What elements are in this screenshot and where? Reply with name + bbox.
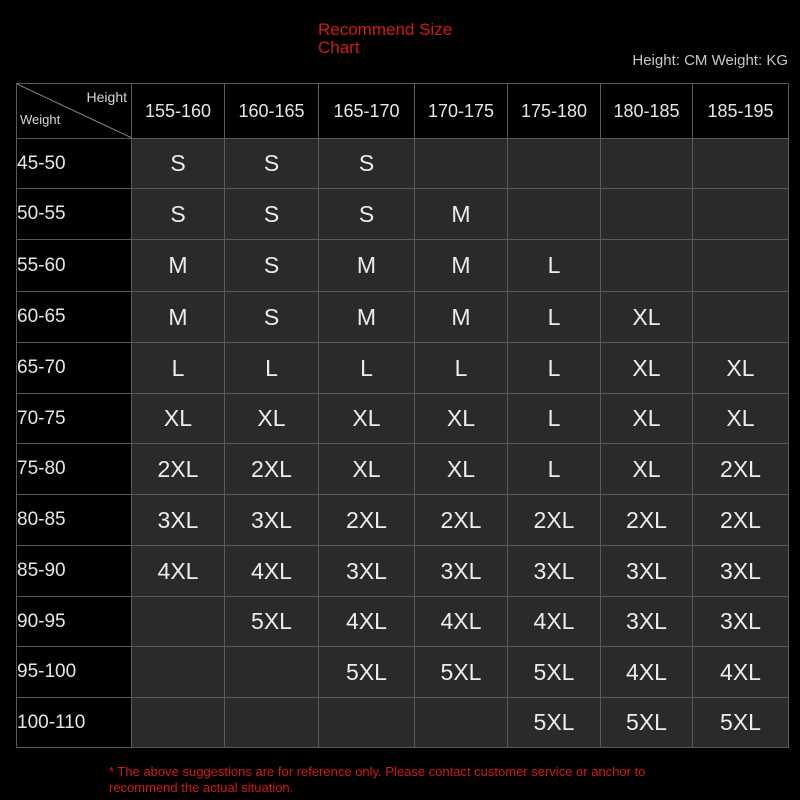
- size-cell: 5XL: [508, 698, 601, 748]
- chart-title: Recommend Size Chart: [318, 20, 453, 57]
- size-cell: S: [319, 139, 415, 189]
- size-cell: 2XL: [225, 444, 319, 495]
- size-cell: [225, 698, 319, 748]
- weight-row-header: 45-50: [17, 139, 132, 189]
- size-cell: M: [415, 189, 508, 240]
- height-header: 185-195: [693, 84, 789, 139]
- size-cell: XL: [319, 394, 415, 444]
- size-cell: 4XL: [319, 597, 415, 647]
- size-cell: 4XL: [225, 546, 319, 597]
- size-cell: XL: [601, 343, 693, 394]
- size-cell: 3XL: [601, 546, 693, 597]
- weight-row-header: 55-60: [17, 240, 132, 292]
- size-rows: [17, 139, 789, 748]
- size-cell: 5XL: [415, 647, 508, 698]
- size-cell: 3XL: [225, 495, 319, 546]
- table-row: [17, 394, 789, 444]
- size-cell: 2XL: [415, 495, 508, 546]
- table-row: [17, 597, 789, 647]
- size-cell: L: [319, 343, 415, 394]
- size-cell: XL: [693, 343, 789, 394]
- size-cell: [601, 189, 693, 240]
- size-cell: M: [319, 240, 415, 292]
- size-cell: 5XL: [601, 698, 693, 748]
- size-cell: [508, 139, 601, 189]
- size-cell: 2XL: [601, 495, 693, 546]
- size-cell: XL: [693, 394, 789, 444]
- size-cell: [601, 139, 693, 189]
- size-cell: 2XL: [132, 444, 225, 495]
- size-cell: 4XL: [415, 597, 508, 647]
- weight-row-header: 70-75: [17, 394, 132, 444]
- disclaimer-note: * The above suggestions are for reference only. Please contact customer service or anchor to recommend the actual situation.: [109, 764, 646, 795]
- size-cell: 3XL: [693, 597, 789, 647]
- table-row: [17, 189, 789, 240]
- height-header: 160-165: [225, 84, 319, 139]
- table-row: [17, 698, 789, 748]
- size-cell: 5XL: [319, 647, 415, 698]
- weight-row-header: 100-110: [17, 698, 132, 748]
- size-cell: XL: [415, 394, 508, 444]
- size-cell: S: [132, 189, 225, 240]
- size-cell: 2XL: [693, 444, 789, 495]
- size-cell: XL: [601, 444, 693, 495]
- size-cell: L: [508, 394, 601, 444]
- height-header: 165-170: [319, 84, 415, 139]
- table-row: [17, 495, 789, 546]
- size-cell: M: [132, 292, 225, 343]
- size-cell: 4XL: [693, 647, 789, 698]
- size-cell: L: [508, 444, 601, 495]
- size-cell: XL: [601, 292, 693, 343]
- size-cell: 3XL: [132, 495, 225, 546]
- weight-row-header: 80-85: [17, 495, 132, 546]
- weight-row-header: 65-70: [17, 343, 132, 394]
- weight-row-header: 60-65: [17, 292, 132, 343]
- weight-row-header: 90-95: [17, 597, 132, 647]
- size-cell: 5XL: [693, 698, 789, 748]
- size-cell: L: [508, 343, 601, 394]
- size-cell: XL: [132, 394, 225, 444]
- size-cell: XL: [319, 444, 415, 495]
- size-cell: [693, 189, 789, 240]
- size-cell: S: [319, 189, 415, 240]
- size-cell: L: [225, 343, 319, 394]
- size-cell: S: [225, 292, 319, 343]
- size-cell: 2XL: [508, 495, 601, 546]
- size-cell: XL: [415, 444, 508, 495]
- size-cell: S: [225, 189, 319, 240]
- size-cell: 3XL: [601, 597, 693, 647]
- corner-cell: [17, 84, 132, 139]
- size-cell: 5XL: [508, 647, 601, 698]
- size-cell: [601, 240, 693, 292]
- table-row: [17, 546, 789, 597]
- size-cell: S: [225, 139, 319, 189]
- size-cell: 3XL: [693, 546, 789, 597]
- height-axis-label: Height: [86, 89, 127, 105]
- size-cell: [508, 189, 601, 240]
- size-cell: [225, 647, 319, 698]
- weight-row-header: 75-80: [17, 444, 132, 495]
- size-cell: [132, 698, 225, 748]
- size-cell: L: [415, 343, 508, 394]
- size-cell: 3XL: [415, 546, 508, 597]
- size-cell: [693, 292, 789, 343]
- weight-row-header: 50-55: [17, 189, 132, 240]
- height-header: 170-175: [415, 84, 508, 139]
- size-cell: [132, 597, 225, 647]
- weight-row-header: 85-90: [17, 546, 132, 597]
- height-header: 180-185: [601, 84, 693, 139]
- size-cell: L: [508, 292, 601, 343]
- size-cell: M: [319, 292, 415, 343]
- size-cell: [693, 240, 789, 292]
- height-header: 155-160: [132, 84, 225, 139]
- size-cell: S: [225, 240, 319, 292]
- size-cell: [415, 139, 508, 189]
- units-label: Height: CM Weight: KG: [632, 52, 788, 69]
- size-cell: M: [132, 240, 225, 292]
- size-cell: [415, 698, 508, 748]
- size-chart-table: [16, 83, 789, 748]
- size-cell: M: [415, 292, 508, 343]
- table-row: [17, 647, 789, 698]
- height-header: 175-180: [508, 84, 601, 139]
- table-row: [17, 343, 789, 394]
- size-cell: [132, 647, 225, 698]
- weight-axis-label: Weight: [20, 112, 61, 127]
- size-cell: 4XL: [508, 597, 601, 647]
- size-cell: 2XL: [319, 495, 415, 546]
- size-cell: L: [508, 240, 601, 292]
- table-row: [17, 240, 789, 292]
- table-row: [17, 444, 789, 495]
- table-row: [17, 292, 789, 343]
- size-cell: L: [132, 343, 225, 394]
- size-cell: S: [132, 139, 225, 189]
- size-cell: 4XL: [132, 546, 225, 597]
- header-row: [17, 84, 789, 139]
- size-cell: XL: [601, 394, 693, 444]
- size-cell: [319, 698, 415, 748]
- size-cell: 5XL: [225, 597, 319, 647]
- size-cell: 4XL: [601, 647, 693, 698]
- size-cell: M: [415, 240, 508, 292]
- weight-row-header: 95-100: [17, 647, 132, 698]
- size-cell: 3XL: [508, 546, 601, 597]
- size-cell: 2XL: [693, 495, 789, 546]
- table-row: [17, 139, 789, 189]
- size-cell: 3XL: [319, 546, 415, 597]
- size-cell: XL: [225, 394, 319, 444]
- size-cell: [693, 139, 789, 189]
